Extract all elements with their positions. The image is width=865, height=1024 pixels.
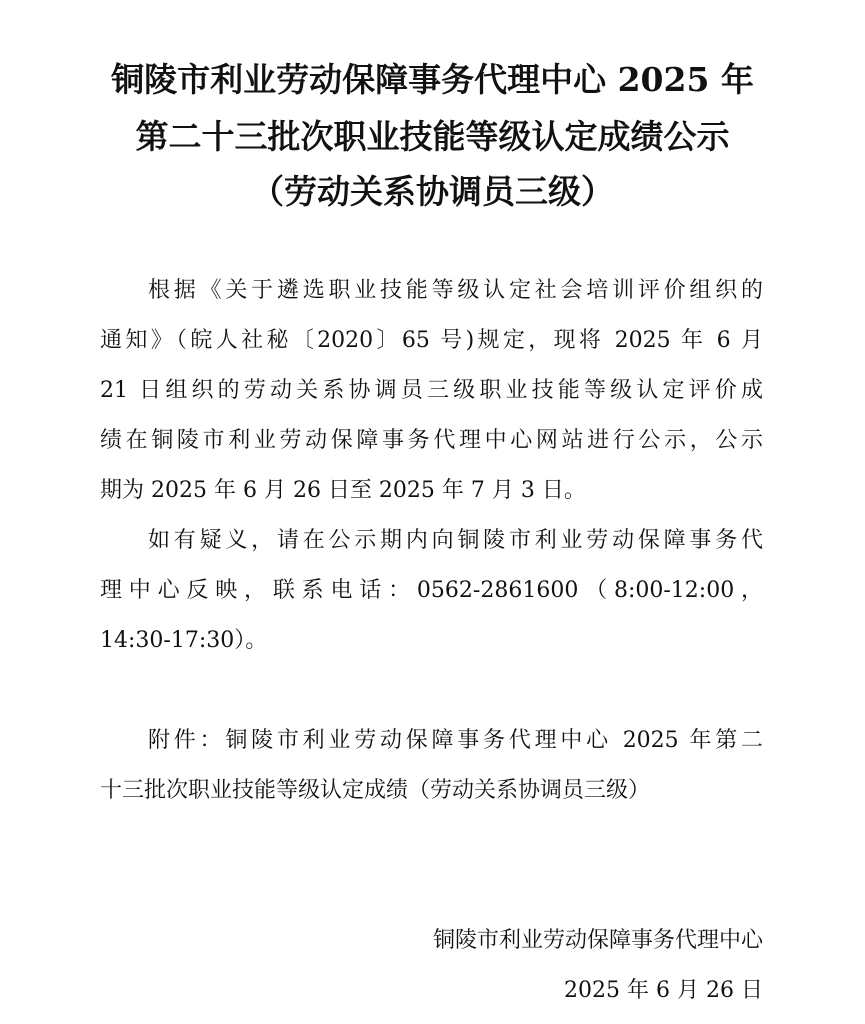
paragraph-line: 21 日组织的劳动关系协调员三级职业技能等级认定评价成 [100, 378, 763, 403]
paragraph-line: 14:30-17:30）。 [100, 628, 268, 653]
title-line-1: 铜陵市利业劳动保障事务代理中心 2025 年 [111, 60, 754, 99]
paragraph-line: 绩在铜陵市利业劳动保障事务代理中心网站进行公示，公示 [100, 428, 763, 453]
paragraph-line: 理中心反映，联系电话：0562-2861600（8:00-12:00， [100, 578, 763, 603]
attachment-line: 附件：铜陵市利业劳动保障事务代理中心 2025 年第二 [148, 728, 763, 753]
paragraph-line: 期为 2025 年 6 月 26 日至 2025 年 7 月 3 日。 [100, 478, 586, 503]
attachment-line: 十三批次职业技能等级认定成绩（劳动关系协调员三级） [100, 778, 651, 803]
paragraph-line: 如有疑义，请在公示期内向铜陵市利业劳动保障事务代 [148, 528, 763, 553]
paragraph-line: 通知》（皖人社秘〔2020〕65 号)规定，现将 2025 年 6 月 [100, 328, 763, 353]
paragraph-line: 根据《关于遴选职业技能等级认定社会培训评价组织的 [148, 278, 763, 303]
signature-date: 2025 年 6 月 26 日 [564, 978, 763, 1003]
title-line-2: 第二十三批次职业技能等级认定成绩公示 [135, 117, 730, 156]
signature-organization: 铜陵市利业劳动保障事务代理中心 [432, 928, 763, 953]
title-line-3: （劳动关系协调员三级） [251, 172, 614, 211]
